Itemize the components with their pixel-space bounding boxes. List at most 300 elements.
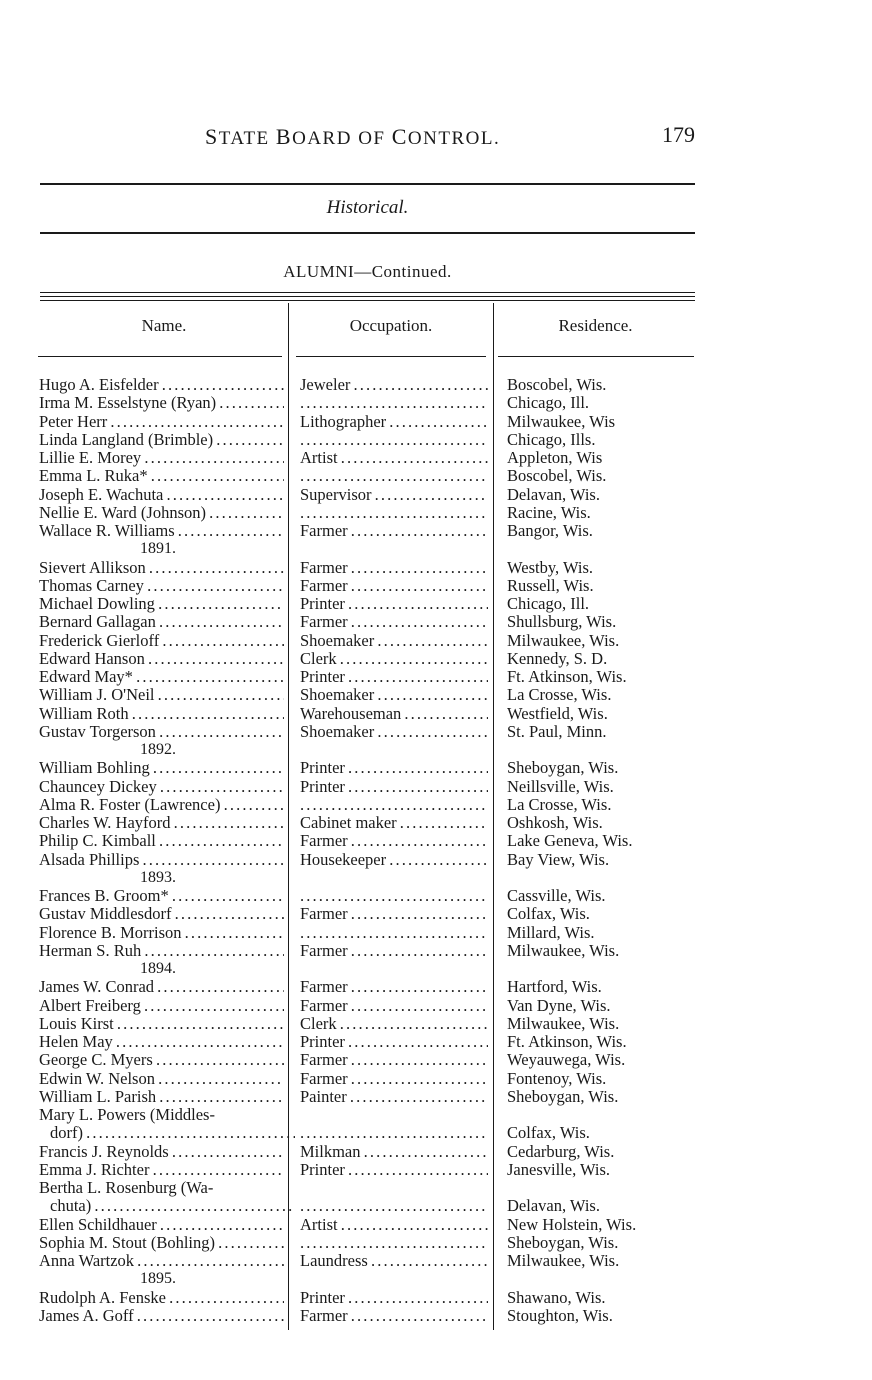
occupation-text: Farmer xyxy=(300,576,348,595)
year-label: 1891. xyxy=(140,540,176,558)
cell-residence: La Crosse, Wis. xyxy=(507,686,612,705)
leader-dots xyxy=(154,978,284,996)
name-text: William L. Parish xyxy=(39,1087,157,1106)
name-text: Joseph E. Wachuta xyxy=(39,485,164,504)
cell-name xyxy=(39,559,284,577)
table-row xyxy=(0,723,872,741)
cell-occupation xyxy=(300,997,488,1015)
cell-name xyxy=(39,1033,284,1051)
cell-residence: Shawano, Wis. xyxy=(507,1288,606,1307)
title-initial-b: B xyxy=(275,124,293,149)
leader-dots xyxy=(345,759,488,777)
occupation-text: Farmer xyxy=(300,1306,348,1325)
cell-occupation xyxy=(300,1197,488,1215)
cell-occupation xyxy=(300,431,488,449)
header-underline-residence xyxy=(498,356,694,357)
cell-name xyxy=(39,778,284,796)
year-heading xyxy=(0,540,872,558)
name-text: Anna Wartzok xyxy=(39,1252,135,1270)
leader-dots xyxy=(134,1252,284,1270)
cell-residence: Delavan, Wis. xyxy=(507,485,600,504)
cell-occupation xyxy=(300,942,488,960)
cell-residence: Boscobel, Wis. xyxy=(507,467,607,486)
table-row xyxy=(0,522,872,540)
cell-residence: Bangor, Wis. xyxy=(507,522,593,540)
leader-dots xyxy=(374,632,488,650)
leader-dots xyxy=(348,1051,488,1069)
leader-dots xyxy=(156,832,284,850)
cell-residence: Milwaukee, Wis. xyxy=(507,1252,620,1270)
year-heading xyxy=(0,960,872,978)
table-row xyxy=(0,613,872,631)
name-text: Alma R. Foster (Lawrence) xyxy=(39,795,221,814)
leader-dots xyxy=(300,431,488,449)
title-initial-s: S xyxy=(205,124,219,149)
leader-dots xyxy=(300,796,488,814)
leader-dots xyxy=(345,1033,488,1051)
cell-residence: Janesville, Wis. xyxy=(507,1160,611,1179)
table-row xyxy=(0,1051,872,1069)
leader-dots xyxy=(348,905,488,923)
occupation-text: Farmer xyxy=(300,832,348,851)
table-row xyxy=(0,1124,872,1142)
leader-dots xyxy=(139,851,284,869)
name-text: William J. O'Neil xyxy=(39,686,155,705)
leader-dots xyxy=(348,1307,488,1325)
leader-dots xyxy=(213,431,284,449)
leader-dots xyxy=(156,613,284,631)
occupation-text: Farmer xyxy=(300,613,348,632)
alumni-table xyxy=(0,376,872,1325)
cell-residence: Weyauwega, Wis. xyxy=(507,1051,626,1070)
name-text: Mary L. Powers (Middles- xyxy=(39,1106,215,1124)
table-row xyxy=(0,413,872,431)
occupation-text: Printer xyxy=(300,1033,345,1051)
leader-dots xyxy=(350,376,488,394)
cell-residence: Shullsburg, Wis. xyxy=(507,613,617,632)
cell-name xyxy=(39,650,284,668)
name-text: chuta) xyxy=(50,1197,92,1216)
cell-occupation xyxy=(300,449,488,467)
table-row xyxy=(0,1252,872,1270)
occupation-text: Laundress xyxy=(300,1252,368,1270)
section-rule xyxy=(40,232,695,234)
cell-residence: Westfield, Wis. xyxy=(507,704,608,723)
table-top-rule-2 xyxy=(40,296,695,297)
name-text: Nellie E. Ward (Johnson) xyxy=(39,503,206,522)
table-row xyxy=(0,997,872,1015)
occupation-text: Painter xyxy=(300,1087,347,1106)
cell-name xyxy=(39,759,284,777)
name-text: Peter Herr xyxy=(39,412,108,431)
leader-dots xyxy=(386,851,488,869)
cell-occupation xyxy=(300,978,488,996)
cell-residence: Ft. Atkinson, Wis. xyxy=(507,668,627,686)
table-row xyxy=(0,887,872,905)
cell-occupation xyxy=(300,595,488,613)
cell-occupation xyxy=(300,376,488,394)
leader-dots xyxy=(348,942,488,960)
leader-dots xyxy=(300,504,488,522)
cell-residence: Chicago, Ill. xyxy=(507,595,590,613)
occupation-text: Supervisor xyxy=(300,485,372,504)
name-text: Irma M. Esselstyne (Ryan) xyxy=(39,394,217,413)
cell-name xyxy=(39,467,284,485)
header-underline-name xyxy=(38,356,282,357)
cell-occupation xyxy=(300,1307,488,1325)
cell-name xyxy=(39,413,284,431)
cell-name xyxy=(39,887,284,905)
leader-dots xyxy=(148,467,284,485)
leader-dots xyxy=(300,467,488,485)
cell-name xyxy=(39,942,284,960)
cell-name xyxy=(39,1234,284,1252)
cell-residence: Milwaukee, Wis xyxy=(507,412,616,431)
leader-dots xyxy=(159,376,284,394)
leader-dots xyxy=(133,668,284,686)
cell-occupation xyxy=(300,759,488,777)
leader-dots xyxy=(374,723,488,741)
name-text: Edwin W. Nelson xyxy=(39,1069,155,1088)
leader-dots xyxy=(146,559,284,577)
cell-name xyxy=(39,832,284,850)
table-row xyxy=(0,905,872,923)
header-underline-occupation xyxy=(296,356,486,357)
table-row xyxy=(0,924,872,942)
leader-dots xyxy=(141,942,284,960)
page-header xyxy=(40,124,695,154)
leader-dots xyxy=(345,1161,488,1179)
cell-name xyxy=(39,394,284,412)
cell-residence: New Holstein, Wis. xyxy=(507,1215,637,1234)
year-label: 1892. xyxy=(140,741,176,758)
cell-name xyxy=(39,796,284,814)
table-row xyxy=(0,486,872,504)
name-text: William Bohling xyxy=(39,759,150,778)
cell-occupation xyxy=(300,1033,488,1051)
table-row xyxy=(0,851,872,869)
name-text: Edward Hanson xyxy=(39,649,145,668)
leader-dots xyxy=(155,1070,284,1088)
cell-occupation xyxy=(300,1088,488,1106)
table-top-rule-3 xyxy=(40,300,695,301)
table-row xyxy=(0,759,872,777)
cell-name xyxy=(39,705,284,723)
leader-dots xyxy=(157,778,284,796)
leader-dots xyxy=(348,978,488,996)
leader-dots xyxy=(361,1143,489,1161)
cell-occupation xyxy=(300,394,488,412)
cell-residence: Sheboygan, Wis. xyxy=(507,1087,619,1106)
occupation-text: Printer xyxy=(300,668,345,686)
cell-name xyxy=(39,504,284,522)
occupation-text: Farmer xyxy=(300,996,348,1015)
cell-occupation xyxy=(300,1015,488,1033)
occupation-text: Shoemaker xyxy=(300,686,375,705)
table-row xyxy=(0,376,872,394)
cell-residence: Millard, Wis. xyxy=(507,923,595,942)
table-top-rule-1 xyxy=(40,292,695,293)
name-text: Albert Freiberg xyxy=(39,996,141,1015)
leader-dots xyxy=(169,1143,284,1161)
occupation-text: Artist xyxy=(300,449,338,467)
cell-name xyxy=(39,1289,284,1307)
table-row xyxy=(0,1106,872,1124)
table-row xyxy=(0,467,872,485)
cell-name xyxy=(39,595,284,613)
name-text: Thomas Carney xyxy=(39,576,144,595)
table-row xyxy=(0,504,872,522)
cell-name xyxy=(39,1106,284,1124)
cell-name xyxy=(39,723,284,741)
table-row xyxy=(0,1307,872,1325)
cell-occupation xyxy=(300,924,488,942)
cell-name xyxy=(39,486,284,504)
cell-occupation xyxy=(300,1143,488,1161)
leader-dots xyxy=(345,1289,488,1307)
table-row xyxy=(0,1234,872,1252)
cell-name xyxy=(50,1197,295,1215)
leader-dots xyxy=(159,632,284,650)
occupation-text: Shoemaker xyxy=(300,722,375,741)
leader-dots xyxy=(401,705,488,723)
cell-occupation xyxy=(300,887,488,905)
leader-dots xyxy=(206,504,284,522)
cell-name xyxy=(39,1252,284,1270)
table-subtitle: ALUMNI—Continued. xyxy=(283,262,452,281)
name-text: Hugo A. Eisfelder xyxy=(39,376,159,394)
leader-dots xyxy=(141,997,284,1015)
cell-occupation xyxy=(300,467,488,485)
name-text: Bertha L. Rosenburg (Wa- xyxy=(39,1179,214,1197)
leader-dots xyxy=(171,814,284,832)
leader-dots xyxy=(300,1234,488,1252)
leader-dots xyxy=(141,449,284,467)
occupation-text: Farmer xyxy=(300,1051,348,1070)
leader-dots xyxy=(150,759,284,777)
occupation-text: Printer xyxy=(300,1160,345,1179)
occupation-text: Clerk xyxy=(300,1014,337,1033)
cell-name xyxy=(39,1179,284,1197)
cell-residence: Ft. Atkinson, Wis. xyxy=(507,1033,627,1051)
cell-name xyxy=(39,1307,284,1325)
leader-dots xyxy=(149,1161,284,1179)
name-text: William Roth xyxy=(39,704,129,723)
cell-name xyxy=(50,1124,295,1142)
name-text: Emma J. Richter xyxy=(39,1160,150,1179)
cell-occupation xyxy=(300,668,488,686)
cell-name xyxy=(39,686,284,704)
cell-occupation xyxy=(300,832,488,850)
cell-residence: Hartford, Wis. xyxy=(507,978,602,997)
cell-residence: Van Dyne, Wis. xyxy=(507,996,611,1015)
leader-dots xyxy=(113,1033,284,1051)
leader-dots xyxy=(348,522,488,540)
leader-dots xyxy=(338,1216,488,1234)
cell-residence: Fontenoy, Wis. xyxy=(507,1069,607,1088)
leader-dots xyxy=(347,1088,488,1106)
occupation-text: Jeweler xyxy=(300,376,351,394)
name-text: Francis J. Reynolds xyxy=(39,1142,169,1161)
table-row xyxy=(0,668,872,686)
leader-dots xyxy=(300,394,488,412)
cell-name xyxy=(39,1216,284,1234)
cell-name xyxy=(39,449,284,467)
table-row xyxy=(0,705,872,723)
cell-occupation xyxy=(300,1289,488,1307)
cell-occupation xyxy=(300,613,488,631)
cell-occupation xyxy=(300,686,488,704)
occupation-text: Lithographer xyxy=(300,412,387,431)
leader-dots xyxy=(169,887,284,905)
cell-name xyxy=(39,431,284,449)
occupation-text: Farmer xyxy=(300,905,348,924)
occupation-text: Shoemaker xyxy=(300,631,375,650)
leader-dots xyxy=(300,1197,488,1215)
leader-dots xyxy=(155,686,285,704)
table-row xyxy=(0,577,872,595)
table-row xyxy=(0,449,872,467)
leader-dots xyxy=(157,1216,284,1234)
table-row xyxy=(0,1088,872,1106)
name-text: Sophia M. Stout (Bohling) xyxy=(39,1233,216,1252)
cell-residence: Appleton, Wis xyxy=(507,449,603,467)
cell-residence: Milwaukee, Wis. xyxy=(507,631,620,650)
cell-name xyxy=(39,1143,284,1161)
table-row xyxy=(0,1179,872,1197)
cell-occupation xyxy=(300,1070,488,1088)
name-text: Ellen Schildhauer xyxy=(39,1215,157,1234)
table-row xyxy=(0,1070,872,1088)
leader-dots xyxy=(300,1124,488,1142)
name-text: George C. Myers xyxy=(39,1051,153,1070)
occupation-text: Artist xyxy=(300,1215,338,1234)
cell-occupation xyxy=(300,522,488,540)
cell-occupation xyxy=(300,851,488,869)
cell-residence: Cassville, Wis. xyxy=(507,887,606,905)
cell-residence: Russell, Wis. xyxy=(507,576,594,595)
leader-dots xyxy=(386,413,488,431)
table-row xyxy=(0,1197,872,1215)
cell-occupation xyxy=(300,486,488,504)
year-heading xyxy=(0,869,872,887)
cell-name xyxy=(39,905,284,923)
name-text: Wallace R. Williams xyxy=(39,522,175,540)
cell-residence: La Crosse, Wis. xyxy=(507,795,612,814)
leader-dots xyxy=(345,668,488,686)
occupation-text: Printer xyxy=(300,759,345,778)
occupation-text: Clerk xyxy=(300,649,337,668)
year-label: 1894. xyxy=(140,960,176,977)
cell-occupation xyxy=(300,1216,488,1234)
name-text: James A. Goff xyxy=(39,1306,134,1325)
name-text: Herman S. Ruh xyxy=(39,941,142,960)
leader-dots xyxy=(220,796,284,814)
cell-residence: Racine, Wis. xyxy=(507,503,591,522)
column-header-name: Name. xyxy=(141,316,187,335)
table-row xyxy=(0,431,872,449)
leader-dots xyxy=(134,1307,284,1325)
cell-name xyxy=(39,668,284,686)
name-text: Helen May xyxy=(39,1033,113,1051)
table-row xyxy=(0,814,872,832)
leader-dots xyxy=(156,723,284,741)
leader-dots xyxy=(171,905,284,923)
leader-dots xyxy=(348,832,488,850)
occupation-text: Warehouseman xyxy=(300,704,402,723)
name-text: Chauncey Dickey xyxy=(39,777,157,796)
cell-name xyxy=(39,522,284,540)
cell-residence: Kennedy, S. D. xyxy=(507,649,608,668)
leader-dots xyxy=(345,778,488,796)
name-text: Lillie E. Morey xyxy=(39,449,142,467)
cell-residence: Chicago, Ill. xyxy=(507,394,590,413)
cell-occupation xyxy=(300,413,488,431)
title-part-state: TATE xyxy=(218,128,276,149)
name-text: Edward May* xyxy=(39,668,133,686)
cell-residence: Colfax, Wis. xyxy=(507,1124,590,1143)
name-text: Gustav Middlesdorf xyxy=(39,905,172,924)
name-text: James W. Conrad xyxy=(39,978,155,997)
leader-dots xyxy=(107,413,284,431)
occupation-text: Milkman xyxy=(300,1142,361,1161)
cell-name xyxy=(39,1051,284,1069)
cell-residence: Milwaukee, Wis. xyxy=(507,1014,620,1033)
cell-residence: St. Paul, Minn. xyxy=(507,722,607,741)
header-rule xyxy=(40,183,695,185)
occupation-text: Farmer xyxy=(300,1069,348,1088)
occupation-text: Printer xyxy=(300,595,345,613)
cell-residence: Sheboygan, Wis. xyxy=(507,759,619,778)
page-number: 179 xyxy=(662,122,695,147)
table-row xyxy=(0,1161,872,1179)
cell-residence: Milwaukee, Wis. xyxy=(507,941,620,960)
name-text: Frederick Gierloff xyxy=(39,631,160,650)
column-header-occupation: Occupation. xyxy=(349,316,433,335)
section-title: Historical. xyxy=(326,197,409,218)
name-text: Sievert Allikson xyxy=(39,558,146,577)
cell-residence: Delavan, Wis. xyxy=(507,1197,600,1216)
leader-dots xyxy=(175,522,284,540)
occupation-text: Farmer xyxy=(300,978,348,997)
cell-occupation xyxy=(300,905,488,923)
leader-dots xyxy=(182,924,284,942)
occupation-text: Farmer xyxy=(300,558,348,577)
cell-residence: Westby, Wis. xyxy=(507,558,594,577)
cell-occupation xyxy=(300,1252,488,1270)
running-title xyxy=(205,124,500,150)
cell-name xyxy=(39,376,284,394)
cell-residence: Colfax, Wis. xyxy=(507,905,590,924)
name-text: Gustav Torgerson xyxy=(39,722,156,741)
table-row xyxy=(0,650,872,668)
cell-occupation xyxy=(300,723,488,741)
table-row xyxy=(0,632,872,650)
title-initial-c: C xyxy=(391,124,408,149)
name-text: Alsada Phillips xyxy=(39,850,140,869)
cell-name xyxy=(39,851,284,869)
table-row xyxy=(0,1033,872,1051)
cell-residence: Boscobel, Wis. xyxy=(507,376,607,394)
cell-occupation xyxy=(300,650,488,668)
cell-occupation xyxy=(300,796,488,814)
table-row xyxy=(0,595,872,613)
name-text: Michael Dowling xyxy=(39,595,155,613)
name-text: Linda Langland (Brimble) xyxy=(39,430,214,449)
occupation-text: Farmer xyxy=(300,522,348,540)
leader-dots xyxy=(337,650,488,668)
occupation-text: Printer xyxy=(300,777,345,796)
